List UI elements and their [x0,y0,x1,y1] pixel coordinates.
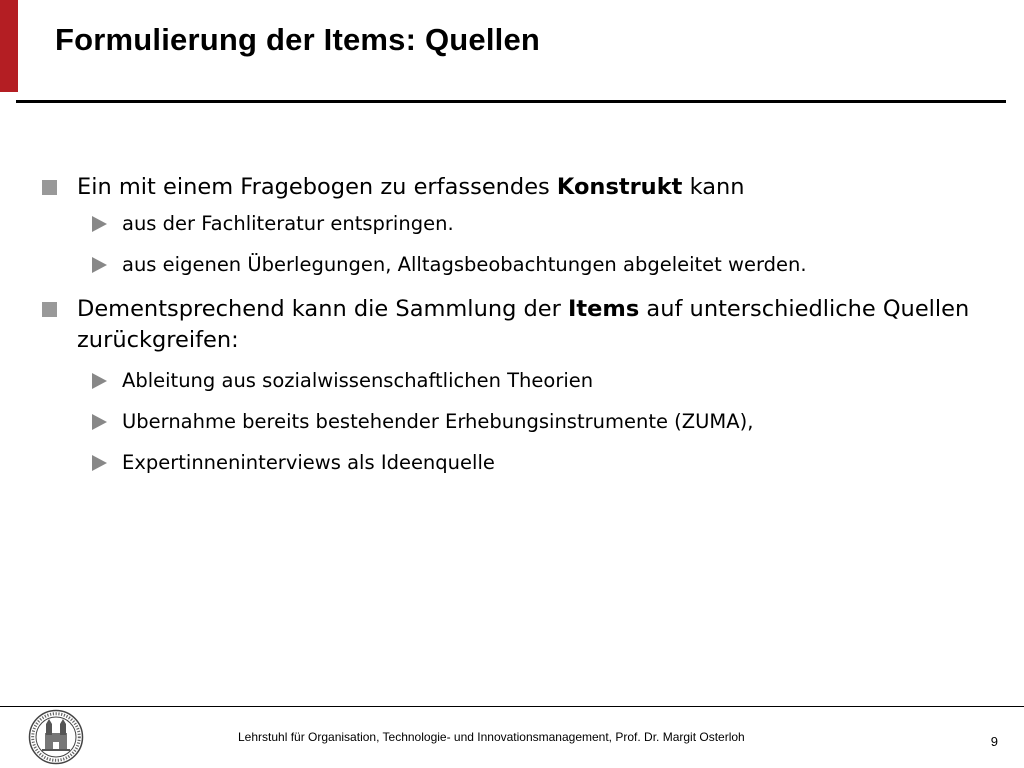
slide-title: Formulierung der Items: Quellen [55,22,541,57]
square-bullet-icon [42,302,57,317]
sub-bullet-text: aus der Fachliteratur entspringen. [122,212,454,235]
triangle-bullet-icon [92,414,107,430]
triangle-bullet-icon [92,216,107,232]
triangle-bullet-icon [92,373,107,389]
sub-bullet-item [91,212,980,236]
sub-bullet-item [91,451,980,475]
bullet-text: Dementsprechend kann die Sammlung der [77,296,569,322]
sub-bullet-text: Ableitung aus sozialwissenschaftlichen Theorien [122,369,594,392]
bullet-item [40,172,980,203]
slide-content [40,172,980,492]
accent-bar [0,0,18,92]
triangle-bullet-icon [92,455,107,471]
footer-divider [0,706,1024,707]
square-bullet-icon [42,180,57,195]
sub-bullet-item [91,253,980,277]
sub-bullet-text: Ubernahme bereits bestehender Erhebungsinstrumente (ZUMA), [122,410,754,433]
bullet-text: auf unterschiedliche Quellen zurückgreifen: [77,296,970,353]
sub-bullet-item [91,410,980,434]
page-number: 9 [990,734,998,749]
bullet-bold-term: Konstrukt [556,174,683,200]
bullet-bold-term: Items [568,296,640,322]
bullet-text: Ein mit einem Fragebogen zu erfassendes [77,174,557,200]
title-divider [16,100,1006,103]
bullet-item [40,294,980,356]
bullet-text: kann [682,174,745,200]
footer-text: Lehrstuhl für Organisation, Technologie- und Innovationsmanagement, Prof. Dr. Margit Osterloh [238,730,745,744]
sub-bullet-item [91,369,980,393]
triangle-bullet-icon [92,257,107,273]
sub-bullet-text: Expertinneninterviews als Ideenquelle [122,451,495,474]
university-seal-icon [28,709,84,765]
sub-bullet-text: aus eigenen Überlegungen, Alltagsbeobachtungen abgeleitet werden. [122,253,807,276]
